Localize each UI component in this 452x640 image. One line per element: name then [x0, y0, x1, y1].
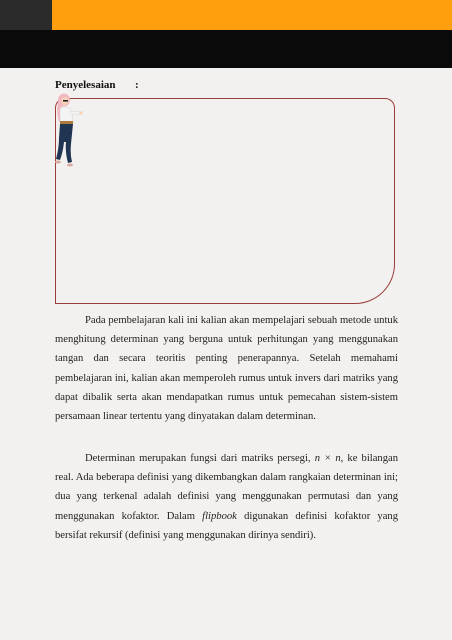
header-accent-bar [52, 0, 452, 30]
paragraph-text-3: digunakan definisi kofaktor yang bersifat rekursif (definisi yang menggunakan dirinya sendiri). [55, 510, 398, 541]
answer-box [55, 98, 395, 304]
paragraph-text-2: , ke bilangan real. Ada beberapa definisi yang dikembangkan dalam rangkaian determinan ini; dua yang terkenal adalah definisi yang menggunakan permutasi dan yang menggunakan kofaktor. Dalam [55, 453, 398, 522]
paragraph-intro: Pada pembelajaran kali ini kalian akan mempelajari sebuah metode untuk menghitung determinan yang berguna untuk perhitungan yang menggunakan tangan dan secara teoritis penting penerapannya. Setelah memahami pembelajaran ini, kalian akan memperoleh rumus untuk invers dari matriks yang dapat dibalik serta akan mendapatkan rumus untuk pemecahan sistem-sistem persamaan linear tertentu yang dinyatakan dalam determinan. [55, 315, 398, 423]
header-tab [0, 0, 52, 30]
emphasis-word: flipbook [202, 510, 237, 522]
paragraph-determinant [55, 449, 398, 545]
math-expression: n × n [314, 453, 341, 464]
heading-colon: : [135, 79, 139, 91]
heading-label: Penyelesaian [55, 79, 116, 91]
section-heading [55, 79, 139, 91]
paragraph-text-1: Determinan merupakan fungsi dari matriks persegi, [85, 453, 315, 464]
woman-illustration-icon [50, 92, 88, 170]
